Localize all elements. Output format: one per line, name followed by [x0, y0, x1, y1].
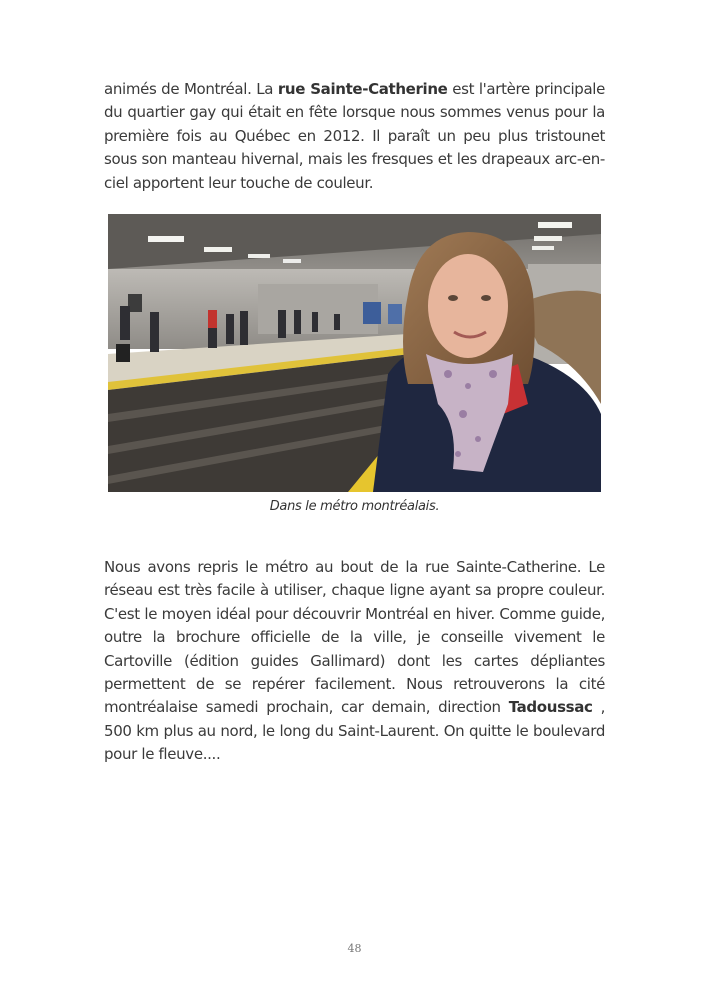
- page-number: 48: [347, 942, 362, 955]
- paragraph-text: , 500 km plus au nord, le long du Saint-Laurent. On quitte le boulevard pour le fleuve....: [104, 698, 605, 764]
- paragraph-text: est l'artère principale du quartier gay qui était en fête lorsque nous sommes venus pour la première fois au Québec en 2012. Il paraît un peu plus tristounet sous son manteau hivernal, mais les fresques et les drapeaux arc-en-ciel apportent leur touche de couleur.: [104, 80, 605, 192]
- paragraph-text: Nous avons repris le métro au bout de la rue Sainte-Catherine. Le réseau est très facile à utiliser, chaque ligne ayant sa propre couleur. C'est le moyen idéal pour découvrir Montréal en hiver. Comme guide, outre la brochure officielle de la ville, je conseille vivement le Cartoville (édition guides Gallimard) dont les cartes dépliantes permettent de se repérer facilement. Nous retrouverons la cité montréalaise samedi prochain, car demain, direction: [104, 558, 605, 717]
- metro-photo: [108, 214, 601, 492]
- paragraph-metro: [104, 556, 605, 767]
- photo-caption: Dans le métro montréalais.: [269, 499, 440, 514]
- paragraph-text: animés de Montréal. La: [104, 80, 278, 98]
- bold-rue-sainte-catherine: rue Sainte-Catherine: [277, 80, 448, 98]
- bold-tadoussac: Tadoussac: [508, 698, 593, 717]
- paragraph-rue-sainte-catherine: [104, 78, 605, 195]
